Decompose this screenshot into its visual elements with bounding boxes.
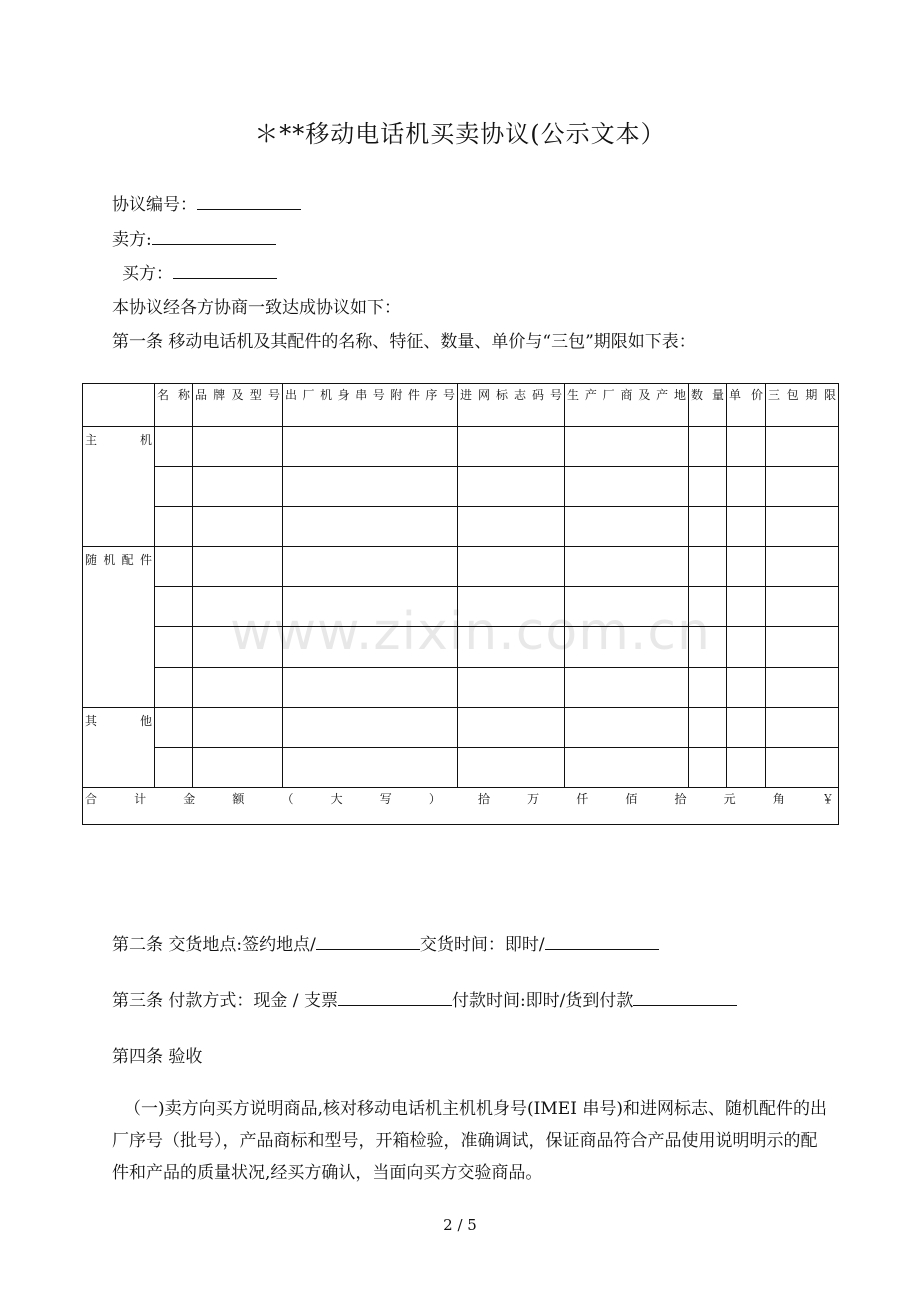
table-row [83,587,839,627]
table-cell [766,587,839,627]
table-cell [766,667,839,707]
table-cell [727,427,766,467]
table-cell [458,547,565,587]
page-number: 2 / 5 [443,1216,477,1234]
table-cell [565,467,689,507]
table-cell [458,707,565,747]
total-row-token: 金 [183,791,196,806]
total-row-token: 额 [232,791,245,806]
table-cell [458,627,565,667]
table-cell [283,707,458,747]
table-cell [689,747,727,787]
table-cell [155,627,193,667]
table-cell [155,667,193,707]
table-cell [565,747,689,787]
table-cell [766,547,839,587]
total-row-token: ￥ [821,791,834,806]
table-cell [155,587,193,627]
table-cell [193,747,283,787]
table-header-cell: 生产厂商及产地 [565,384,689,427]
total-row-token: （ [281,791,294,806]
table-cell [727,627,766,667]
table-cell [766,427,839,467]
delivery-place-blank [316,935,420,950]
table-cell [727,467,766,507]
table-cell [283,427,458,467]
table-row [83,667,839,707]
article-3-line [112,986,737,1011]
table-header-cell: 单价 [727,384,766,427]
table-cell [565,427,689,467]
total-row-token: 万 [527,791,540,806]
seller-line [112,225,276,250]
table-header-cell [83,384,155,427]
table-cell [565,587,689,627]
buyer-line [122,259,277,284]
total-row-token: ） [428,791,441,806]
table-cell [766,627,839,667]
table-row [83,627,839,667]
table-cell [565,507,689,547]
total-amount-line [85,790,836,807]
agreement-no-blank [197,195,301,210]
agreement-no-label: 协议编号： [112,195,197,215]
total-row-token: 仟 [576,791,589,806]
table-cell [689,507,727,547]
table-row [83,467,839,507]
goods-table [82,383,839,825]
total-row-token: 合 [85,791,98,806]
table-cell [155,547,193,587]
table-header-cell: 三包期限 [766,384,839,427]
document-title: ＊**移动电话机买卖协议(公示文本） [254,120,666,148]
table-cell [193,427,283,467]
table-cell [458,587,565,627]
table-cell [458,747,565,787]
row-group-label: 其他 [83,707,155,787]
table-cell [458,507,565,547]
table-cell [766,507,839,547]
table-cell [458,427,565,467]
total-row-token: 写 [379,791,392,806]
table-cell [155,427,193,467]
table-cell [565,627,689,667]
table-cell [766,707,839,747]
table-cell [283,747,458,787]
table-row [83,547,839,587]
table-row [83,427,839,467]
table-cell [565,667,689,707]
table-cell [689,587,727,627]
agreement-no-line [112,190,301,215]
table-cell [565,707,689,747]
table-header-cell: 品牌及型号 [193,384,283,427]
table-cell [727,747,766,787]
buyer-label: 买方： [122,264,173,284]
table-cell [193,627,283,667]
article-1-text: 第一条 移动电话机及其配件的名称、特征、数量、单价与“三包”期限如下表： [112,332,696,352]
row-group-label: 随机配件 [83,547,155,707]
table-row [83,707,839,747]
table-cell [766,467,839,507]
table-cell [689,627,727,667]
table-cell [458,467,565,507]
total-row-token: 计 [134,791,147,806]
table-header-row [83,384,839,427]
table-cell [727,707,766,747]
table-cell [283,627,458,667]
article-2-time-label: 交货时间：即时/ [419,935,545,955]
table-cell [689,707,727,747]
table-cell [155,467,193,507]
table-cell [283,547,458,587]
table-cell [727,547,766,587]
table-cell [155,707,193,747]
total-row-token: 大 [330,791,343,806]
table-cell [458,667,565,707]
table-cell [193,467,283,507]
table-cell [193,707,283,747]
table-cell [283,507,458,547]
table-row [83,507,839,547]
table-cell [193,547,283,587]
table-header-cell: 名称 [155,384,193,427]
table-cell [727,667,766,707]
article-4-text: 第四条 验收 [112,1047,203,1067]
article-2-label: 第二条 交货地点:签约地点/ [112,935,316,955]
table-cell [283,467,458,507]
total-row-token: 佰 [625,791,638,806]
total-row-token: 元 [723,791,736,806]
seller-blank [152,230,276,245]
table-header-cell: 进网标志码号 [458,384,565,427]
table-cell [283,667,458,707]
table-total-cell [83,787,839,824]
table-cell [689,547,727,587]
delivery-time-blank [545,935,659,950]
table-header-cell: 数量 [689,384,727,427]
table-cell [689,427,727,467]
table-total-row [83,787,839,824]
table-cell [193,587,283,627]
watermark: www.zixin.com.cn [230,602,711,662]
buyer-blank [173,264,277,279]
table-cell [155,747,193,787]
total-row-token: 拾 [674,791,687,806]
intro-text: 本协议经各方协商一致达成协议如下： [112,298,401,318]
table-row [83,747,839,787]
table-cell [193,507,283,547]
table-cell [193,667,283,707]
seller-label: 卖方: [112,230,152,250]
table-cell [155,507,193,547]
total-row-token: 拾 [478,791,491,806]
table-cell [283,587,458,627]
article-2-line [112,930,659,955]
table-cell [727,587,766,627]
clause-1-paragraph: （一)卖方向买方说明商品,核对移动电话机主机机身号(IMEI 串号)和进网标志、随机配件的出厂序号（批号），产品商标和型号，开箱检验，准确调试，保证商品符合产品使用说明明示的配件和产品的质量状况,经买方确认，当面向买方交验商品。 [112,1099,827,1183]
payment-time-blank [633,991,737,1006]
article-3-time-label: 付款时间:即时/货到付款 [451,991,634,1011]
table-body [83,427,839,788]
table-cell [727,507,766,547]
table-cell [689,467,727,507]
total-row-token: 角 [772,791,785,806]
row-group-label: 主机 [83,427,155,547]
table-header-cell: 出厂机身串号附件序号 [283,384,458,427]
article-3-label: 第三条 付款方式：现金 / 支票 [112,991,338,1011]
table-cell [565,547,689,587]
payment-method-blank [338,991,452,1006]
table-cell [689,667,727,707]
table-cell [766,747,839,787]
